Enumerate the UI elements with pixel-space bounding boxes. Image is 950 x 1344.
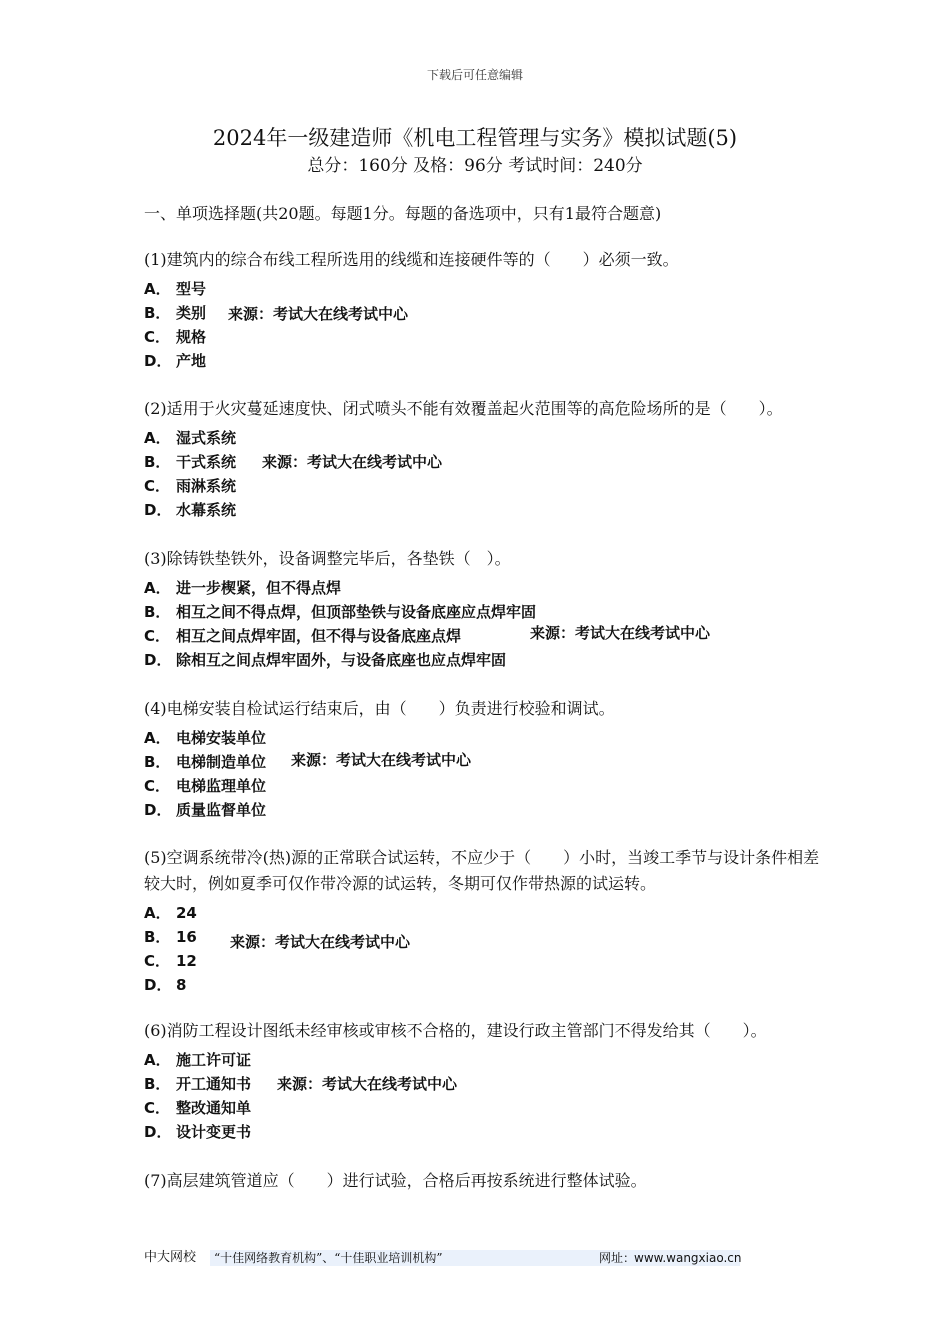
option-a: A． 24 <box>144 904 197 922</box>
option-c: C． 整改通知单 <box>144 1099 252 1117</box>
question-text: (6)消防工程设计图纸未经审核或审核不合格的，建设行政主管部门不得发给其（ ）。 <box>144 1021 767 1040</box>
option-b: B． 电梯制造单位 <box>144 753 267 771</box>
option-c: C． 规格 <box>144 328 207 346</box>
question-text: (1)建筑内的综合布线工程所选用的线缆和连接硬件等的（ ）必须一致。 <box>144 250 679 269</box>
option-b: B． 类别 <box>144 304 207 322</box>
source-note: 来源：考试大在线考试中心 <box>262 453 443 471</box>
question-1 <box>144 247 824 373</box>
page-title: 2024年一级建造师《机电工程管理与实务》模拟试题(5) <box>212 126 738 150</box>
option-c: C． 雨淋系统 <box>144 477 237 495</box>
option-b: B． 相互之间不得点焊，但顶部垫铁与设备底座应点焊牢固 <box>144 603 537 621</box>
footer-slogan: “十佳网络教育机构”、“十佳职业培训机构” <box>214 1251 443 1265</box>
question-3 <box>144 546 824 672</box>
option-d: D． 水幕系统 <box>144 501 237 519</box>
option-d: D． 质量监督单位 <box>144 801 267 819</box>
page-footer <box>144 1248 744 1268</box>
option-d: D． 产地 <box>144 352 207 370</box>
option-list <box>144 1048 824 1144</box>
option-c: C． 相互之间点焊牢固，但不得与设备底座点焊 <box>144 627 462 645</box>
option-list <box>144 576 824 672</box>
header-note: 下载后可任意编辑 <box>426 68 523 82</box>
score-line: 总分：160分 及格：96分 考试时间：240分 <box>307 156 643 176</box>
option-c: C． 12 <box>144 952 197 970</box>
source-note: 来源：考试大在线考试中心 <box>277 1075 458 1093</box>
option-list <box>144 277 824 373</box>
source-note: 来源：考试大在线考试中心 <box>228 305 409 323</box>
question-text: (2)适用于火灾蔓延速度快、闭式喷头不能有效覆盖起火范围等的高危险场所的是（ ）。 <box>144 399 783 418</box>
option-b: B． 16 <box>144 928 197 946</box>
option-b: B． 开工通知书 <box>144 1075 252 1093</box>
footer-url-label: 网址： <box>599 1251 636 1265</box>
source-note: 来源：考试大在线考试中心 <box>230 933 411 951</box>
footer-url-link[interactable]: www.wangxiao.cn <box>634 1251 742 1265</box>
question-2 <box>144 396 824 522</box>
option-a: A． 电梯安装单位 <box>144 729 267 747</box>
question-text: (3)除铸铁垫铁外，设备调整完毕后，各垫铁（ ）。 <box>144 549 511 568</box>
question-7 <box>144 1168 824 1194</box>
source-note: 来源：考试大在线考试中心 <box>530 624 711 642</box>
option-c: C． 电梯监理单位 <box>144 777 267 795</box>
option-a: A． 湿式系统 <box>144 429 237 447</box>
question-6 <box>144 1018 824 1144</box>
option-d: D． 设计变更书 <box>144 1123 252 1141</box>
option-a: A． 进一步楔紧，但不得点焊 <box>144 579 342 597</box>
option-a: A． 施工许可证 <box>144 1051 252 1069</box>
source-note: 来源：考试大在线考试中心 <box>291 751 472 769</box>
question-4 <box>144 696 824 822</box>
question-text: (7)高层建筑管道应（ ）进行试验，合格后再按系统进行整体试验。 <box>144 1171 647 1190</box>
option-d: D． 除相互之间点焊牢固外，与设备底座也应点焊牢固 <box>144 651 507 669</box>
option-a: A． 型号 <box>144 280 207 298</box>
option-list <box>144 426 824 522</box>
question-text: (4)电梯安装自检试运行结束后，由（ ）负责进行校验和调试。 <box>144 699 615 718</box>
option-d: D． 8 <box>144 976 187 994</box>
option-b: B． 干式系统 <box>144 453 237 471</box>
question-5 <box>144 845 824 997</box>
question-text: (5)空调系统带冷(热)源的正常联合试运转，不应少于（ ）小时，当竣工季节与设计条件相差较大时，例如夏季可仅作带冷源的试运转，冬期可仅作带热源的试运转。 <box>144 848 820 893</box>
footer-school: 中大网校 <box>144 1250 197 1265</box>
section-heading: 一、单项选择题(共20题。每题1分。每题的备选项中，只有1最符合题意) <box>144 204 662 223</box>
option-list <box>144 726 824 822</box>
